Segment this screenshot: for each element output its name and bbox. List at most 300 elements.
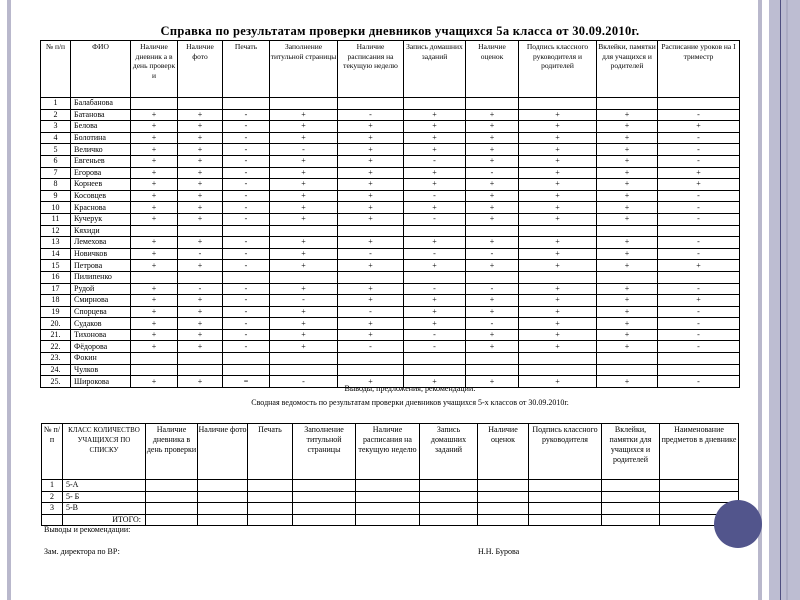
check-mark-cell: +	[270, 248, 338, 260]
check-mark-cell: -	[658, 329, 740, 341]
check-mark-cell: -	[223, 260, 270, 272]
check-mark-cell: +	[597, 306, 658, 318]
check-mark-cell: -	[658, 306, 740, 318]
table-row	[41, 248, 740, 260]
check-mark-cell: +	[404, 121, 466, 133]
summary-column-header: Заполнение титульной страницы	[293, 424, 356, 480]
summary-cell	[529, 491, 602, 503]
check-mark-cell: -	[658, 376, 740, 388]
student-name: Пилипенко	[71, 271, 131, 283]
summary-cell	[602, 480, 660, 492]
check-mark-cell: +	[270, 283, 338, 295]
decor-line	[780, 0, 781, 600]
check-mark-cell: -	[466, 167, 519, 179]
class-name: 5-В	[63, 503, 146, 515]
check-mark-cell	[597, 353, 658, 365]
student-name: Кяхиди	[71, 225, 131, 237]
row-number: 16	[41, 271, 71, 283]
table-row	[41, 144, 740, 156]
column-header: ФИО	[71, 41, 131, 98]
student-name: Величко	[71, 144, 131, 156]
column-header: Подпись классного руководителя и родителей	[519, 41, 597, 98]
check-mark-cell: +	[519, 190, 597, 202]
check-mark-cell	[270, 353, 338, 365]
check-mark-cell: -	[223, 144, 270, 156]
column-header: № п/п	[41, 41, 71, 98]
check-mark-cell	[519, 271, 597, 283]
check-mark-cell: -	[223, 202, 270, 214]
check-mark-cell	[338, 98, 404, 110]
column-header: Наличие фото	[178, 41, 223, 98]
check-mark-cell: -	[658, 237, 740, 249]
check-mark-cell: +	[466, 306, 519, 318]
check-mark-cell	[223, 225, 270, 237]
summary-column-header: № п/ п	[42, 424, 63, 480]
table-header-row	[41, 41, 740, 98]
check-mark-cell	[338, 364, 404, 376]
check-mark-cell: -	[223, 248, 270, 260]
table-row	[41, 271, 740, 283]
check-mark-cell: +	[466, 121, 519, 133]
check-mark-cell	[131, 271, 178, 283]
check-mark-cell	[131, 225, 178, 237]
check-mark-cell: +	[404, 167, 466, 179]
summary-row	[42, 503, 739, 515]
summary-column-header: Запись домашних заданий	[420, 424, 478, 480]
summary-cell	[478, 491, 529, 503]
summary-cell	[356, 491, 420, 503]
slide-left-border	[7, 0, 11, 600]
check-mark-cell	[404, 353, 466, 365]
check-mark-cell: +	[597, 144, 658, 156]
summary-cell	[146, 491, 198, 503]
check-mark-cell: +	[178, 341, 223, 353]
student-name: Лемехова	[71, 237, 131, 249]
row-number: 21.	[41, 329, 71, 341]
conclusions-heading: Выводы, предложения, рекомендации:	[344, 384, 476, 393]
check-mark-cell: +	[466, 260, 519, 272]
check-mark-cell	[131, 98, 178, 110]
check-mark-cell: -	[223, 190, 270, 202]
check-mark-cell: -	[270, 376, 338, 388]
check-mark-cell: +	[270, 155, 338, 167]
summary-cell	[602, 503, 660, 515]
check-mark-cell: +	[597, 260, 658, 272]
check-mark-cell: +	[131, 248, 178, 260]
check-mark-cell	[466, 353, 519, 365]
student-name: Спорцева	[71, 306, 131, 318]
row-number: 1	[42, 480, 63, 492]
check-mark-cell: +	[466, 376, 519, 388]
check-mark-cell: +	[519, 144, 597, 156]
check-mark-cell: +	[597, 202, 658, 214]
summary-cell	[602, 491, 660, 503]
check-mark-cell: -	[223, 306, 270, 318]
summary-cell	[420, 514, 478, 526]
student-name: Чулков	[71, 364, 131, 376]
check-mark-cell: +	[519, 260, 597, 272]
check-mark-cell	[519, 364, 597, 376]
summary-cell	[146, 480, 198, 492]
student-name: Тихонова	[71, 329, 131, 341]
check-mark-cell: +	[178, 132, 223, 144]
summary-cell	[529, 480, 602, 492]
check-mark-cell: -	[658, 202, 740, 214]
check-mark-cell: -	[658, 132, 740, 144]
check-mark-cell: +	[597, 179, 658, 191]
check-mark-cell: -	[223, 295, 270, 307]
check-mark-cell	[270, 98, 338, 110]
check-mark-cell: +	[658, 179, 740, 191]
check-mark-cell: +	[519, 213, 597, 225]
check-mark-cell: +	[338, 376, 404, 388]
check-mark-cell	[338, 353, 404, 365]
check-mark-cell: +	[404, 306, 466, 318]
check-mark-cell	[658, 98, 740, 110]
summary-cell	[198, 491, 248, 503]
check-mark-cell: +	[466, 341, 519, 353]
check-mark-cell: +	[338, 202, 404, 214]
summary-body	[42, 480, 739, 526]
student-name: Фёдорова	[71, 341, 131, 353]
check-mark-cell: -	[270, 295, 338, 307]
check-mark-cell: -	[223, 341, 270, 353]
student-name: Косовцев	[71, 190, 131, 202]
check-mark-cell: +	[131, 213, 178, 225]
check-mark-cell	[270, 364, 338, 376]
summary-cell	[248, 503, 293, 515]
summary-row	[42, 491, 739, 503]
check-mark-cell: +	[466, 329, 519, 341]
check-mark-cell: +	[338, 179, 404, 191]
check-mark-cell: +	[270, 167, 338, 179]
table-row	[41, 213, 740, 225]
check-mark-cell: +	[466, 132, 519, 144]
row-number: 7	[41, 167, 71, 179]
table-row	[41, 329, 740, 341]
row-number: 2	[41, 109, 71, 121]
row-number: 5	[41, 144, 71, 156]
check-mark-cell: +	[178, 167, 223, 179]
check-mark-cell: +	[597, 109, 658, 121]
student-name: Корнеев	[71, 179, 131, 191]
footer-conclusions: Выводы и рекомендации:	[44, 525, 131, 534]
check-mark-cell: +	[131, 306, 178, 318]
check-mark-cell: +	[338, 121, 404, 133]
table-row	[41, 260, 740, 272]
check-mark-cell: +	[404, 132, 466, 144]
table-row	[41, 237, 740, 249]
row-number: 9	[41, 190, 71, 202]
summary-cell	[198, 503, 248, 515]
check-mark-cell: +	[404, 376, 466, 388]
check-mark-cell: +	[338, 132, 404, 144]
column-header: Расписание уроков на I триместр	[658, 41, 740, 98]
check-mark-cell	[597, 98, 658, 110]
check-mark-cell: +	[338, 283, 404, 295]
student-name: Петрова	[71, 260, 131, 272]
check-mark-cell: +	[466, 144, 519, 156]
check-mark-cell: +	[338, 155, 404, 167]
check-mark-cell: +	[131, 121, 178, 133]
summary-cell	[356, 503, 420, 515]
check-mark-cell: +	[658, 121, 740, 133]
check-mark-cell	[404, 225, 466, 237]
check-mark-cell: -	[270, 144, 338, 156]
check-mark-cell	[466, 364, 519, 376]
check-mark-cell: -	[658, 109, 740, 121]
check-mark-cell: +	[597, 190, 658, 202]
summary-column-header: Наличие дневника в день проверки	[146, 424, 198, 480]
row-number: 24.	[41, 364, 71, 376]
slide-right-decoration	[766, 0, 800, 600]
summary-column-header: Вклейки, памятки для учащихся и родителей	[602, 424, 660, 480]
check-mark-cell: +	[338, 260, 404, 272]
row-number: 19	[41, 306, 71, 318]
check-mark-cell: +	[131, 341, 178, 353]
check-mark-cell: +	[404, 260, 466, 272]
check-mark-cell	[131, 353, 178, 365]
check-mark-cell	[519, 225, 597, 237]
student-name: Белова	[71, 121, 131, 133]
check-mark-cell: +	[519, 202, 597, 214]
row-number: 4	[41, 132, 71, 144]
summary-column-header: Наименование предметов в дневнике	[660, 424, 739, 480]
summary-cell	[478, 480, 529, 492]
check-mark-cell: -	[223, 237, 270, 249]
check-mark-cell: +	[270, 237, 338, 249]
check-mark-cell: -	[178, 248, 223, 260]
summary-cell	[248, 491, 293, 503]
check-mark-cell: -	[223, 109, 270, 121]
check-mark-cell: +	[466, 213, 519, 225]
check-mark-cell: +	[178, 318, 223, 330]
summary-cell	[529, 514, 602, 526]
check-mark-cell: +	[178, 179, 223, 191]
table-row	[41, 364, 740, 376]
check-mark-cell	[178, 353, 223, 365]
check-mark-cell: +	[178, 144, 223, 156]
check-mark-cell: -	[338, 306, 404, 318]
check-mark-cell	[658, 364, 740, 376]
check-mark-cell	[404, 98, 466, 110]
summary-cell	[293, 514, 356, 526]
table-row	[41, 109, 740, 121]
check-mark-cell: +	[466, 295, 519, 307]
table-row	[41, 353, 740, 365]
student-name: Балабанова	[71, 98, 131, 110]
deputy-director-label: Зам. директора по ВР:	[44, 547, 120, 556]
check-mark-cell: +	[519, 283, 597, 295]
check-mark-cell: +	[270, 329, 338, 341]
check-mark-cell: +	[597, 329, 658, 341]
check-mark-cell: -	[466, 318, 519, 330]
check-mark-cell: -	[404, 213, 466, 225]
check-mark-cell: +	[658, 260, 740, 272]
summary-cell	[248, 514, 293, 526]
diary-check-table	[40, 40, 740, 388]
check-mark-cell: +	[270, 202, 338, 214]
row-number: 20.	[41, 318, 71, 330]
summary-table	[41, 423, 739, 526]
check-mark-cell	[338, 271, 404, 283]
column-header: Наличие расписания на текущую неделю	[338, 41, 404, 98]
check-mark-cell: +	[597, 237, 658, 249]
summary-cell	[660, 491, 739, 503]
check-mark-cell: +	[404, 144, 466, 156]
summary-cell	[529, 503, 602, 515]
check-mark-cell: +	[466, 190, 519, 202]
student-name: Судаков	[71, 318, 131, 330]
check-mark-cell	[466, 271, 519, 283]
row-number: 22.	[41, 341, 71, 353]
check-mark-cell	[519, 353, 597, 365]
summary-cell	[146, 503, 198, 515]
summary-header-row	[42, 424, 739, 480]
summary-cell	[420, 480, 478, 492]
check-mark-cell: +	[131, 260, 178, 272]
check-mark-cell: +	[131, 144, 178, 156]
check-mark-cell: -	[223, 329, 270, 341]
column-header: Наличие оценок	[466, 41, 519, 98]
class-name: 5- Б	[63, 491, 146, 503]
row-number: 3	[42, 503, 63, 515]
check-mark-cell: +	[519, 295, 597, 307]
row-number: 15	[41, 260, 71, 272]
student-name: Кучерук	[71, 213, 131, 225]
check-mark-cell: +	[270, 260, 338, 272]
check-mark-cell	[597, 364, 658, 376]
check-mark-cell: -	[178, 283, 223, 295]
check-mark-cell	[270, 225, 338, 237]
check-mark-cell	[223, 98, 270, 110]
check-mark-cell: +	[131, 179, 178, 191]
summary-cell	[420, 491, 478, 503]
check-mark-cell: +	[519, 248, 597, 260]
check-mark-cell: +	[519, 329, 597, 341]
row-number: 13	[41, 237, 71, 249]
table-row	[41, 190, 740, 202]
table-row	[41, 155, 740, 167]
summary-column-header: Наличие фото	[198, 424, 248, 480]
check-mark-cell: -	[223, 155, 270, 167]
check-mark-cell: -	[658, 144, 740, 156]
check-mark-cell: +	[404, 109, 466, 121]
row-number: 11	[41, 213, 71, 225]
check-mark-cell: +	[131, 132, 178, 144]
student-name: Батанова	[71, 109, 131, 121]
check-mark-cell	[178, 225, 223, 237]
summary-cell	[293, 491, 356, 503]
check-mark-cell: +	[178, 202, 223, 214]
check-mark-cell	[178, 98, 223, 110]
decorative-circle	[714, 500, 762, 548]
student-name: Фокин	[71, 353, 131, 365]
check-mark-cell: -	[658, 213, 740, 225]
check-mark-cell: +	[178, 306, 223, 318]
check-mark-cell	[223, 364, 270, 376]
row-number: 17	[41, 283, 71, 295]
check-mark-cell: +	[131, 155, 178, 167]
check-mark-cell: +	[404, 179, 466, 191]
summary-cell	[248, 480, 293, 492]
check-mark-cell: -	[466, 283, 519, 295]
check-mark-cell: +	[178, 260, 223, 272]
check-mark-cell: +	[466, 179, 519, 191]
student-name: Егорова	[71, 167, 131, 179]
row-number: 2	[42, 491, 63, 503]
check-mark-cell: -	[466, 248, 519, 260]
table-row	[41, 318, 740, 330]
check-mark-cell: +	[338, 295, 404, 307]
check-mark-cell: +	[519, 306, 597, 318]
check-mark-cell: +	[178, 237, 223, 249]
check-mark-cell: +	[338, 213, 404, 225]
summary-total-row	[42, 514, 739, 526]
check-mark-cell: +	[519, 341, 597, 353]
student-name: Смирнова	[71, 295, 131, 307]
check-mark-cell: +	[178, 329, 223, 341]
check-mark-cell: +	[404, 318, 466, 330]
check-mark-cell: +	[597, 318, 658, 330]
row-number: 10	[41, 202, 71, 214]
table-row	[41, 202, 740, 214]
column-header: Печать	[223, 41, 270, 98]
check-mark-cell: +	[178, 109, 223, 121]
check-mark-cell	[519, 98, 597, 110]
check-mark-cell: +	[404, 202, 466, 214]
check-mark-cell: -	[404, 248, 466, 260]
summary-cell	[356, 480, 420, 492]
check-mark-cell: -	[223, 283, 270, 295]
check-mark-cell: -	[404, 283, 466, 295]
class-name: 5-А	[63, 480, 146, 492]
check-mark-cell: +	[519, 318, 597, 330]
check-mark-cell: +	[466, 155, 519, 167]
signer-name: Н.Н. Бурова	[478, 547, 520, 556]
check-mark-cell: +	[466, 237, 519, 249]
check-mark-cell: +	[178, 121, 223, 133]
row-number: 12	[41, 225, 71, 237]
check-mark-cell	[597, 271, 658, 283]
student-name: Болотина	[71, 132, 131, 144]
check-mark-cell: +	[519, 132, 597, 144]
table-row	[41, 283, 740, 295]
summary-cell	[146, 514, 198, 526]
check-mark-cell: +	[338, 167, 404, 179]
check-mark-cell	[658, 271, 740, 283]
check-mark-cell: +	[270, 306, 338, 318]
check-mark-cell	[338, 225, 404, 237]
check-mark-cell: +	[338, 318, 404, 330]
table-row	[41, 306, 740, 318]
check-mark-cell: +	[404, 295, 466, 307]
check-mark-cell	[404, 364, 466, 376]
check-mark-cell: +	[519, 155, 597, 167]
student-name: Новичков	[71, 248, 131, 260]
check-mark-cell: +	[338, 144, 404, 156]
check-mark-cell	[466, 98, 519, 110]
check-mark-cell: +	[270, 341, 338, 353]
check-mark-cell: +	[270, 132, 338, 144]
table-row	[41, 341, 740, 353]
summary-cell	[420, 503, 478, 515]
check-mark-cell: -	[223, 132, 270, 144]
student-name: Широкова	[71, 376, 131, 388]
check-mark-cell: +	[597, 283, 658, 295]
check-mark-cell: -	[223, 179, 270, 191]
check-mark-cell	[178, 364, 223, 376]
